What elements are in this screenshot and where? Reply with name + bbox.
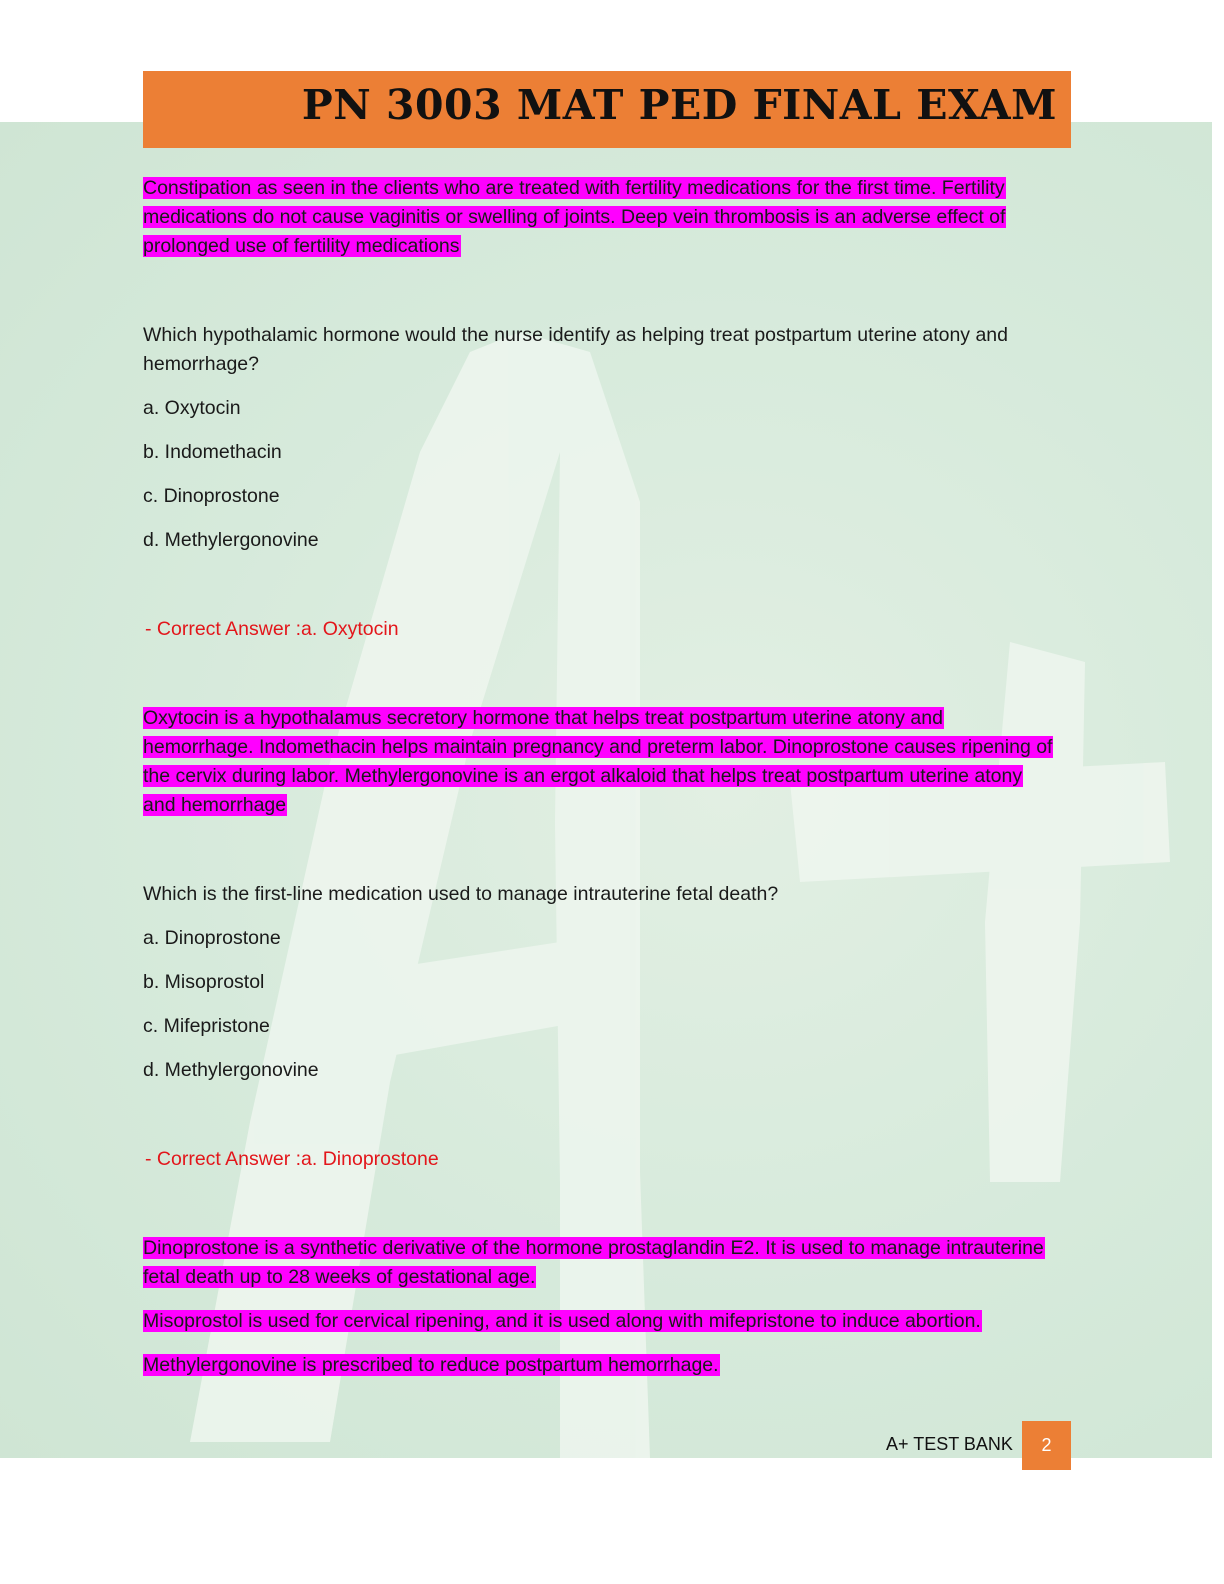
question-text: Which hypothalamic hormone would the nurse identify as helping treat postpartum uterine atony and hemorrhage? (143, 324, 1008, 375)
option-d: d. Methylergonovine (143, 529, 319, 551)
question-text: Which is the first-line medication used to manage intrauterine fetal death? (143, 883, 779, 905)
rationale (143, 1307, 1058, 1336)
rationale (143, 704, 1058, 820)
rationale (143, 1351, 1058, 1380)
option-b: b. Indomethacin (143, 441, 282, 463)
option-d: d. Methylergonovine (143, 1059, 319, 1081)
question-1 (143, 321, 1058, 820)
intro-rationale (143, 174, 1058, 261)
option-a: a. Oxytocin (143, 397, 241, 419)
correct-answer: - Correct Answer :a. Dinoprostone (145, 1148, 439, 1170)
correct-answer: - Correct Answer :a. Oxytocin (145, 618, 399, 640)
option-c: c. Dinoprostone (143, 485, 280, 507)
option-b: b. Misoprostol (143, 971, 265, 993)
highlighted-text: Oxytocin is a hypothalamus secretory hormone that helps treat postpartum uterine atony and hemorrhage. Indomethacin helps maintain pregnancy and preterm labor. Dinoprostone causes ripening of the cervix during labor. Methylergonovine is an ergot alkaloid that helps treat postpartum uterine atony and hemorrhage (143, 707, 1053, 816)
page-title: PN 3003 MAT PED FINAL EXAM (301, 81, 1057, 129)
question-2 (143, 880, 1058, 1380)
highlighted-text: Misoprostol is used for cervical ripening, and it is used along with mifepristone to induce abortion. (143, 1310, 981, 1332)
option-c: c. Mifepristone (143, 1015, 270, 1037)
page-number: 2 (1022, 1421, 1071, 1470)
rationale (143, 1234, 1058, 1292)
highlighted-text: Constipation as seen in the clients who are treated with fertility medications for the first time. Fertility medications do not cause vaginitis or swelling of joints. Deep vein thrombosis is an adverse effect of prolonged use of fertility medications (143, 177, 1006, 257)
exam-content (143, 174, 1058, 1380)
highlighted-text: Methylergonovine is prescribed to reduce postpartum hemorrhage. (143, 1354, 719, 1376)
option-a: a. Dinoprostone (143, 927, 281, 949)
highlighted-text: Dinoprostone is a synthetic derivative of the hormone prostaglandin E2. It is used to manage intrauterine fetal death up to 28 weeks of gestational age. (143, 1237, 1044, 1288)
header-bar (143, 71, 1071, 148)
footer-label: A+ TEST BANK (886, 1434, 1013, 1454)
